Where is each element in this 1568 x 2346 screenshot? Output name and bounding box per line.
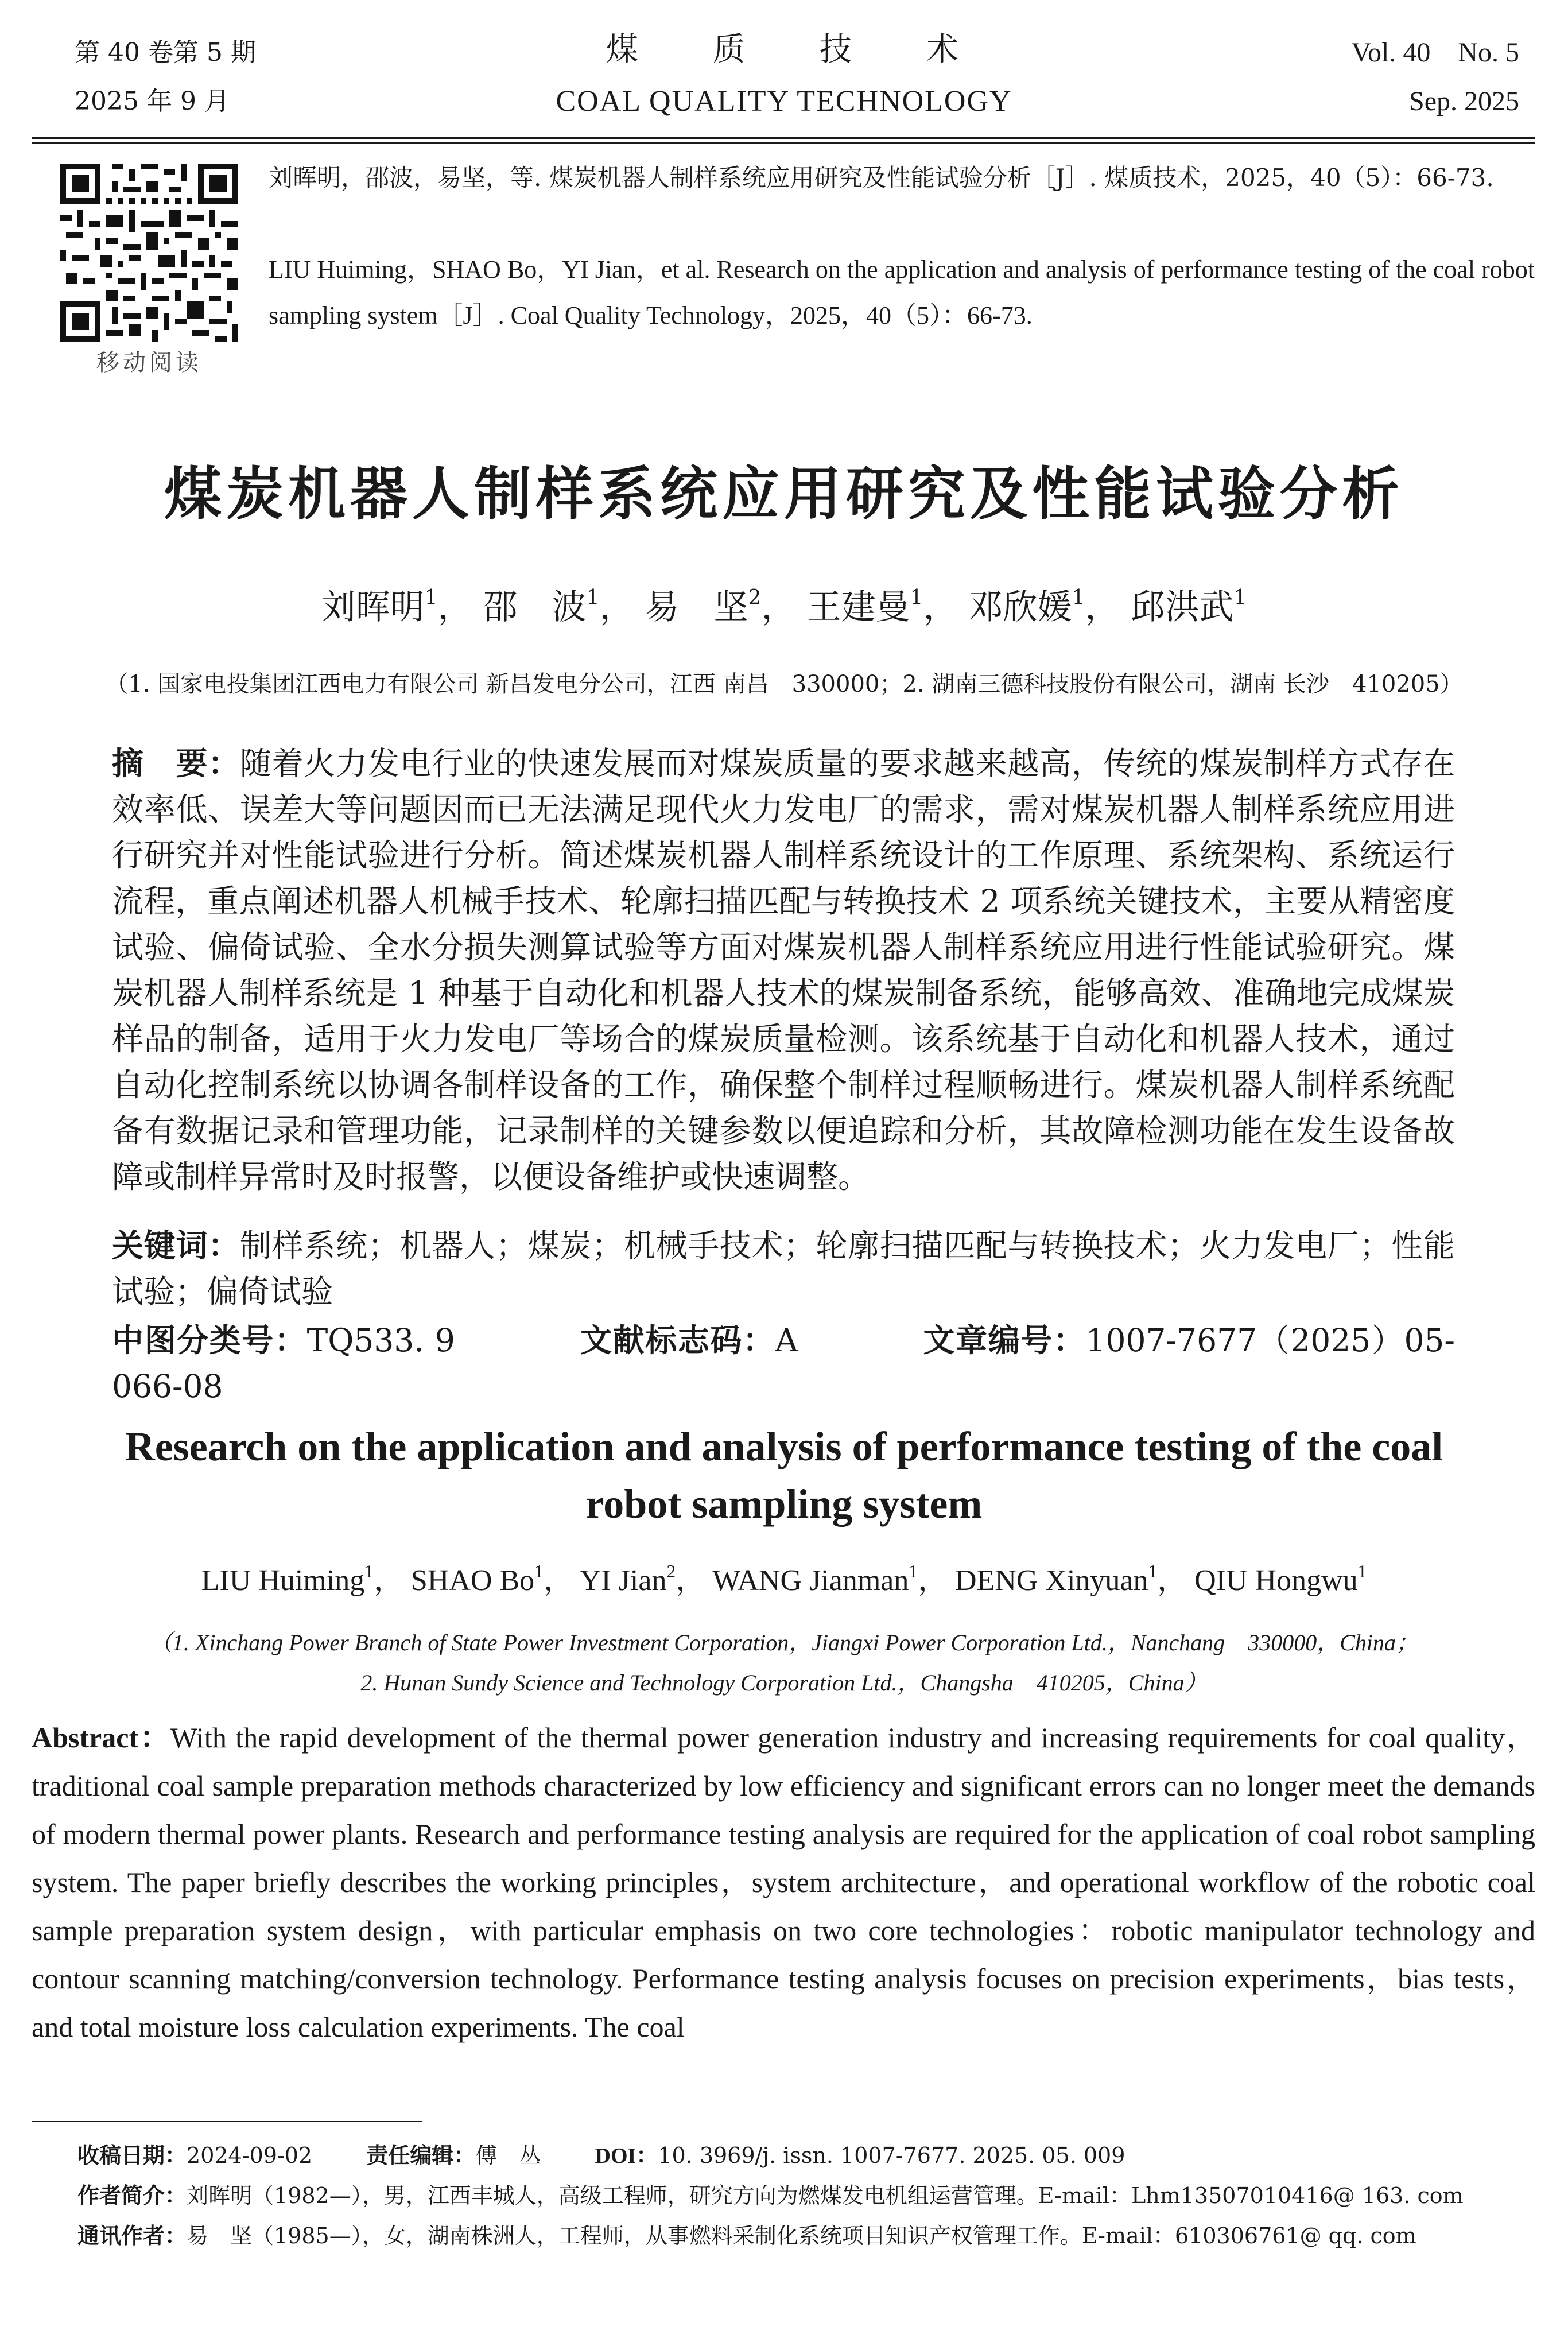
abstract-en <box>32 1713 1535 2051</box>
author-name: 邓欣媛 <box>968 587 1072 627</box>
footnote-rule <box>32 2121 422 2122</box>
author-affil-mark: 1 <box>1072 585 1085 610</box>
abstract-en-label: Abstract： <box>32 1721 170 1754</box>
paper-title-cn: 煤炭机器人制样系统应用研究及性能试验分析 <box>164 460 1404 528</box>
abstract-en-text: With the rapid development of the thermal power generation industry and increasing requirements for coal quality，traditional coal sample preparation methods characterized by low efficiency and significant errors can no longer meet the demands of modern thermal power plants. Research and performance testing analysis are required for the application of coal robot sampling system. The paper briefly describes the working principles，system architecture，and operational workflow of the robotic coal sample preparation system design，with particular emphasis on two core technologies：robotic manipulator technology and contour scanning matching/conversion technology. Performance testing analysis focuses on precision experiments，bias tests，and total moisture loss calculation experiments. The coal <box>32 1721 1535 2043</box>
footnote-received <box>77 2138 1535 2173</box>
abstract-cn-text: 随着火力发电行业的快速发展而对煤炭质量的要求越来越高，传统的煤炭制样方式存在效率低、误差大等问题因而已无法满足现代火力发电厂的需求，需对煤炭机器人制样系统应用进行研究并对性能试验进行分析。简述煤炭机器人制样系统设计的工作原理、系统架构、系统运行流程，重点阐述机器人机械手技术、轮廓扫描匹配与转换技术 2 项系统关键技术，主要从精密度试验、偏倚试验、全水分损失测算试验等方面对煤炭机器人制样系统应用进行性能试验研究。煤炭机器人制样系统是 1 种基于自动化和机器人技术的煤炭制备系统，能够高效、准确地完成煤炭样品的制备，适用于火力发电厂等场合的煤炭质量检测。该系统基于自动化和机器人技术，通过自动化控制系统以协调各制样设备的工作，确保整个制样过程顺畅进行。煤炭机器人制样系统配备有数据记录和管理功能，记录制样的关键参数以便追踪和分析，其故障检测功能在发生设备故障或制样异常时及时报警，以便设备维护或快速调整。 <box>112 745 1455 1195</box>
publication-date: 2025 年 9 月 <box>75 87 230 116</box>
doi-link[interactable]: 10. 3969/j. issn. 1007-7677. 2025. 05. 009 <box>658 2143 1125 2168</box>
author-affil-mark: 1 <box>1357 1561 1367 1582</box>
authors-cn: 刘晖明$^1$， 邵 波$^1$， 易 坚$^2$， 王建曼$^1$， 邓欣媛$^1$， 邱洪武$^1$ <box>321 585 1247 627</box>
abstract-cn-label: 摘 要： <box>112 745 240 782</box>
clc-value: TQ533. 9 <box>306 1322 455 1359</box>
bio-label: 作者简介： <box>77 2183 187 2208</box>
header-rule-thin <box>32 142 1535 144</box>
author-name: WANG Jianman <box>712 1564 909 1597</box>
doi-label: DOI： <box>595 2144 658 2168</box>
author-affil-mark: 1 <box>1148 1561 1158 1582</box>
affiliation-cn: （1. 国家电投集团江西电力有限公司 新昌发电分公司，江西 南昌 330000；2. 湖南三德科技股份有限公司，湖南 长沙 410205） <box>105 671 1463 697</box>
received-label: 收稿日期： <box>77 2143 187 2168</box>
author-affil-mark: 1 <box>424 585 438 610</box>
author-affil-mark: 2 <box>666 1561 676 1582</box>
editor-name: 傅 丛 <box>475 2143 541 2168</box>
author-name: SHAO Bo <box>410 1564 535 1597</box>
paper-title-en-line1: Research on the application and analysis of performance testing of the coal <box>125 1424 1443 1469</box>
author-name: DENG Xinyuan <box>955 1564 1148 1597</box>
author-name: LIU Huiming <box>201 1564 365 1597</box>
footnote-author-bio <box>77 2178 1535 2213</box>
doc-code-label: 文献标志码： <box>580 1322 775 1359</box>
journal-name-en: COAL QUALITY TECHNOLOGY <box>556 85 1012 118</box>
header-rule-thick <box>32 137 1535 139</box>
author-affil-mark: 1 <box>910 585 923 610</box>
qr-code-icon[interactable] <box>60 164 238 342</box>
article-no-value: 1007-7677（2025）05-066-08 <box>112 1322 1456 1405</box>
author-affil-mark: 1 <box>586 585 600 610</box>
affiliation-en-line2: 2. Hunan Sundy Science and Technology Corporation Ltd.，Changsha 410205，China） <box>360 1670 1208 1696</box>
author-name: 王建曼 <box>806 587 910 627</box>
keywords-cn-label: 关键词： <box>112 1227 240 1264</box>
citation-cn: 刘晖明，邵波，易坚，等. 煤炭机器人制样系统应用研究及性能试验分析［J］. 煤质技术，2025，40（5）：66-73. <box>269 164 1494 192</box>
affiliation-en-line1: （1. Xinchang Power Branch of State Power Investment Corporation，Jiangxi Power Corporation Ltd.，Nanchang 330000，China； <box>149 1630 1419 1655</box>
paper-title-en-line2: robot sampling system <box>585 1481 983 1527</box>
authors-en: LIU Huiming$^1$， SHAO Bo$^1$， YI Jian$^2$， WANG Jianman$^1$， DENG Xinyuan$^1$， QIU Hongwu$^1$ <box>201 1561 1367 1597</box>
clc-label: 中图分类号： <box>112 1322 307 1359</box>
bio-text: 刘晖明（1982—），男，江西丰城人，高级工程师，研究方向为燃煤发电机组运营管理。E-mail：Lhm13507010416@ 163. com <box>187 2183 1464 2208</box>
corresponding-label: 通讯作者： <box>77 2223 187 2248</box>
author-affil-mark: 1 <box>364 1561 374 1582</box>
author-name: 邵 波 <box>483 587 587 627</box>
corresponding-text: 易 坚（1985—），女，湖南株洲人，工程师，从事燃料采制化系统项目知识产权管理工作。E-mail：610306761@ qq. com <box>187 2223 1416 2248</box>
author-name: 刘晖明 <box>321 587 425 627</box>
journal-name-cn: 煤 质 技 术 <box>606 31 962 68</box>
author-name: 易 坚 <box>645 587 748 627</box>
doc-code-value: A <box>775 1322 798 1359</box>
keywords-cn <box>112 1223 1455 1314</box>
qr-caption: 移动阅读 <box>96 350 202 376</box>
author-affil-mark: 1 <box>1233 585 1247 610</box>
article-no-label: 文章编号： <box>923 1322 1086 1359</box>
classification-line <box>112 1317 1455 1409</box>
author-affil-mark: 2 <box>748 585 762 610</box>
keywords-cn-text: 制样系统；机器人；煤炭；机械手技术；轮廓扫描匹配与转换技术；火力发电厂；性能试验；偏倚试验 <box>112 1227 1455 1310</box>
abstract-cn <box>112 740 1455 1200</box>
author-name: YI Jian <box>579 1564 667 1597</box>
volume-issue: 第 40 卷第 5 期 <box>75 38 256 67</box>
editor-label: 责任编辑： <box>366 2143 476 2168</box>
citation-en: LIU Huiming，SHAO Bo，YI Jian，et al. Research on the application and analysis of performance testing of the coal robot sampling system［J］. Coal Quality Technology，2025，40（5）：66-73. <box>269 255 1535 329</box>
author-name: 邱洪武 <box>1130 587 1234 627</box>
received-date: 2024-09-02 <box>187 2143 313 2168</box>
footnote-corresponding <box>77 2219 1535 2253</box>
author-name: QIU Hongwu <box>1194 1564 1358 1597</box>
author-affil-mark: 1 <box>909 1561 918 1582</box>
volume-issue-en: Vol. 40 No. 5 <box>1351 37 1519 68</box>
author-affil-mark: 1 <box>534 1561 544 1582</box>
publication-date-en: Sep. 2025 <box>1409 86 1519 117</box>
